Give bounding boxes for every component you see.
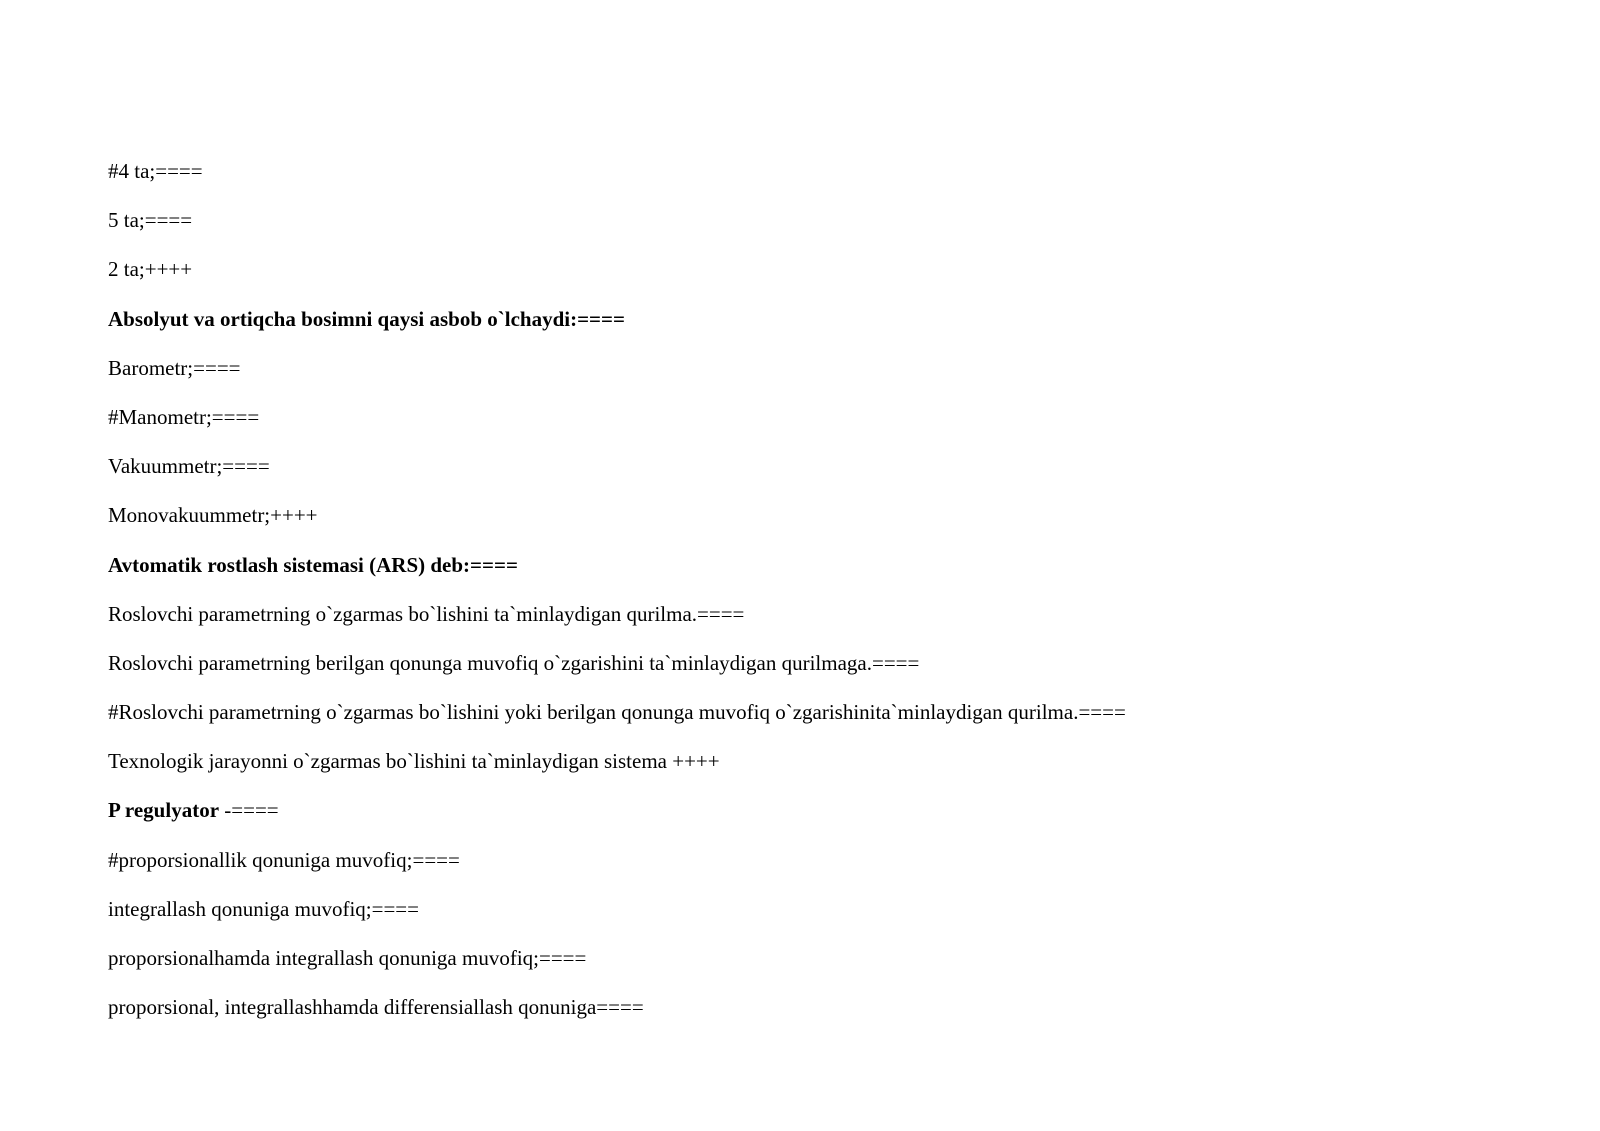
answer-text: Texnologik jarayonni o`zgarmas bo`lishini ta`minlaydigan sistema ++++ (108, 749, 720, 774)
answer-option (108, 256, 1508, 283)
question-heading (108, 797, 1508, 824)
answer-option (108, 502, 1508, 529)
answer-option (108, 896, 1508, 923)
answer-text: Roslovchi parametrning o`zgarmas bo`lishini ta`minlaydigan qurilma.==== (108, 601, 745, 626)
answer-text: #Roslovchi parametrning o`zgarmas bo`lishini yoki berilgan qonunga muvofiq o`zgarishinita`minlaydigan qurilma.==== (108, 700, 1126, 725)
answer-text: 5 ta;==== (108, 208, 193, 233)
answer-option (108, 601, 1508, 628)
answer-text: Roslovchi parametrning berilgan qonunga muvofiq o`zgarishini ta`minlaydigan qurilmaga.==== (108, 650, 920, 675)
document-body (108, 158, 1508, 1043)
answer-option (108, 994, 1508, 1021)
question-text: Avtomatik rostlash sistemasi (ARS) deb:==== (108, 552, 518, 577)
answer-text: proporsionalhamda integrallash qonuniga muvofiq;==== (108, 946, 587, 970)
answer-text: integrallash qonuniga muvofiq;==== (108, 896, 419, 921)
answer-text: #Manometr;==== (108, 404, 260, 429)
answer-option (108, 355, 1508, 382)
question-heading (108, 552, 1508, 579)
answer-option (108, 847, 1508, 874)
answer-text: #proporsionallik qonuniga muvofiq;==== (108, 847, 460, 872)
answer-option (108, 748, 1508, 775)
answer-option (108, 158, 1508, 185)
answer-text: Monovakuummetr;++++ (108, 503, 318, 528)
question-heading (108, 306, 1508, 333)
question-text: Absolyut va ortiqcha bosimni qaysi asbob o`lchaydi:==== (108, 306, 625, 331)
answer-option (108, 404, 1508, 431)
answer-text: 2 ta;++++ (108, 257, 193, 282)
answer-text: Barometr;==== (108, 355, 241, 380)
answer-option (108, 699, 1508, 726)
answer-text: #4 ta;==== (108, 159, 203, 183)
question-suffix: -==== (219, 798, 279, 823)
answer-option (108, 453, 1508, 480)
answer-text: Vakuummetr;==== (108, 454, 270, 479)
answer-option (108, 207, 1508, 234)
answer-text: proporsional, integrallashhamda differensiallash qonuniga==== (108, 995, 644, 1020)
question-text: P regulyator (108, 798, 220, 823)
answer-option (108, 650, 1508, 677)
answer-option (108, 945, 1508, 972)
